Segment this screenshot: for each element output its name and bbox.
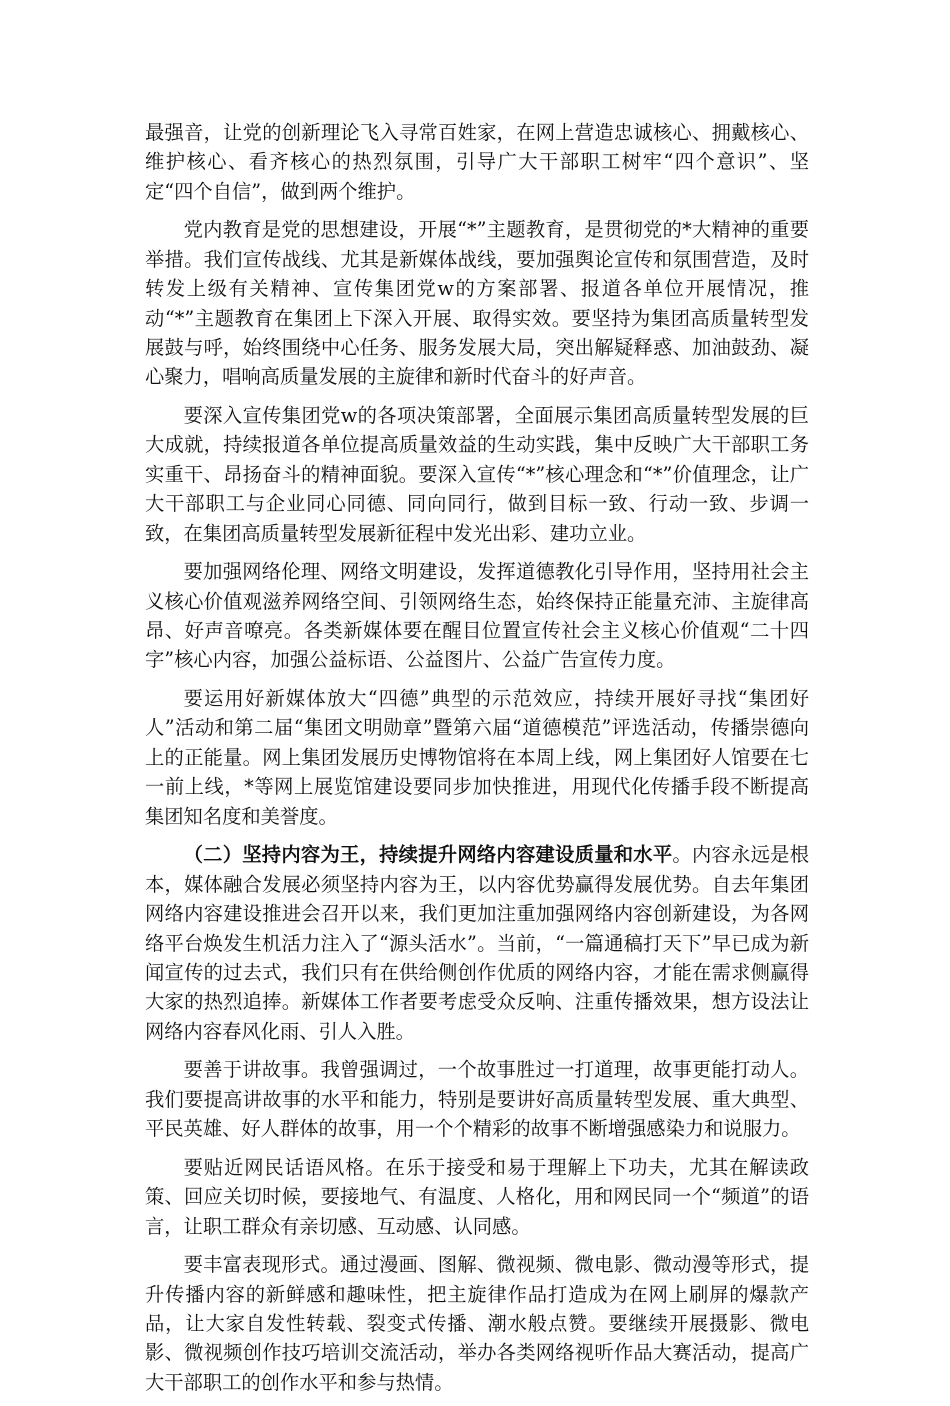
paragraph-6 — [145, 840, 809, 1046]
paragraph-3: 要深入宣传集团党w的各项决策部署，全面展示集团高质量转型发展的巨大成就，持续报道各单位提高质量效益的生动实践，集中反映广大干部职工务实重干、昂扬奋斗的精神面貌。要深入宣传“*”核心理念和“*”价值理念，让广大干部职工与企业同心同德、同向同行，做到目标一致、行动一致、步调一致，在集团高质量转型发展新征程中发光出彩、建功立业。 — [145, 404, 809, 545]
paragraph-7: 要善于讲故事。我曾强调过，一个故事胜过一打道理，故事更能打动人。我们要提高讲故事的水平和能力，特别是要讲好高质量转型发展、重大典型、平民英雄、好人群体的故事，用一个个精彩的故事不断增强感染力和说服力。 — [145, 1058, 809, 1141]
section-heading: （二）坚持内容为王，持续提升网络内容建设质量和水平 — [183, 843, 673, 867]
paragraph-9: 要丰富表现形式。通过漫画、图解、微视频、微电影、微动漫等形式，提升传播内容的新鲜感和趣味性，把主旋律作品打造成为在网上刷屏的爆款产品，让大家自发性转载、裂变式传播、潮水般点赞。要继续开展摄影、微电影、微视频创作技巧培训交流活动，举办各类网络视听作品大赛活动，提高广大干部职工的创作水平和参与热情。 — [145, 1253, 809, 1394]
paragraph-4: 要加强网络伦理、网络文明建设，发挥道德教化引导作用，坚持用社会主义核心价值观滋养网络空间、引领网络生态，始终保持正能量充沛、主旋律高昂、好声音嘹亮。各类新媒体要在醒目位置宣传社会主义核心价值观“二十四字”核心内容，加强公益标语、公益图片、公益广告宣传力度。 — [145, 560, 809, 672]
paragraph-8: 要贴近网民话语风格。在乐于接受和易于理解上下功夫，尤其在解读政策、回应关切时候，要接地气、有温度、人格化，用和网民同一个“频道”的语言，让职工群众有亲切感、互动感、认同感。 — [145, 1155, 809, 1238]
document-body — [145, 118, 809, 1406]
paragraph-2: 党内教育是党的思想建设，开展“*”主题教育，是贯彻党的*大精神的重要举措。我们宣传战线、尤其是新媒体战线，要加强舆论宣传和氛围营造，及时转发上级有关精神、宣传集团党w的方案部署、报道各单位开展情况，推动“*”主题教育在集团上下深入开展、取得实效。要坚持为集团高质量转型发展鼓与呼，始终围绕中心任务、服务发展大局，突出解疑释惑、加油鼓劲、凝心聚力，唱响高质量发展的主旋律和新时代奋斗的好声音。 — [145, 218, 809, 389]
paragraph-6-body: 。内容永远是根本，媒体融合发展必须坚持内容为王，以内容优势赢得发展优势。自去年集团网络内容建设推进会召开以来，我们更加注重加强网络内容创新建设，为各网络平台焕发生机活力注入了“源头活水”。当前，“一篇通稿打天下”早已成为新闻宣传的过去式，我们只有在供给侧创作优质的网络内容，才能在需求侧赢得大家的热烈追捧。新媒体工作者要考虑受众反响、注重传播效果，想方设法让网络内容春风化雨、引人入胜。 — [145, 843, 810, 1043]
paragraph-1: 最强音，让党的创新理论飞入寻常百姓家，在网上营造忠诚核心、拥戴核心、维护核心、看齐核心的热烈氛围，引导广大干部职工树牢“四个意识”、坚定“四个自信”，做到两个维护。 — [145, 121, 809, 203]
paragraph-5: 要运用好新媒体放大“四德”典型的示范效应，持续开展好寻找“集团好人”活动和第二届“集团文明勋章”暨第六届“道德模范”评选活动，传播崇德向上的正能量。网上集团发展历史博物馆将在本周上线，网上集团好人馆要在七一前上线，*等网上展览馆建设要同步加快推进，用现代化传播手段不断提高集团知名度和美誉度。 — [145, 687, 809, 828]
